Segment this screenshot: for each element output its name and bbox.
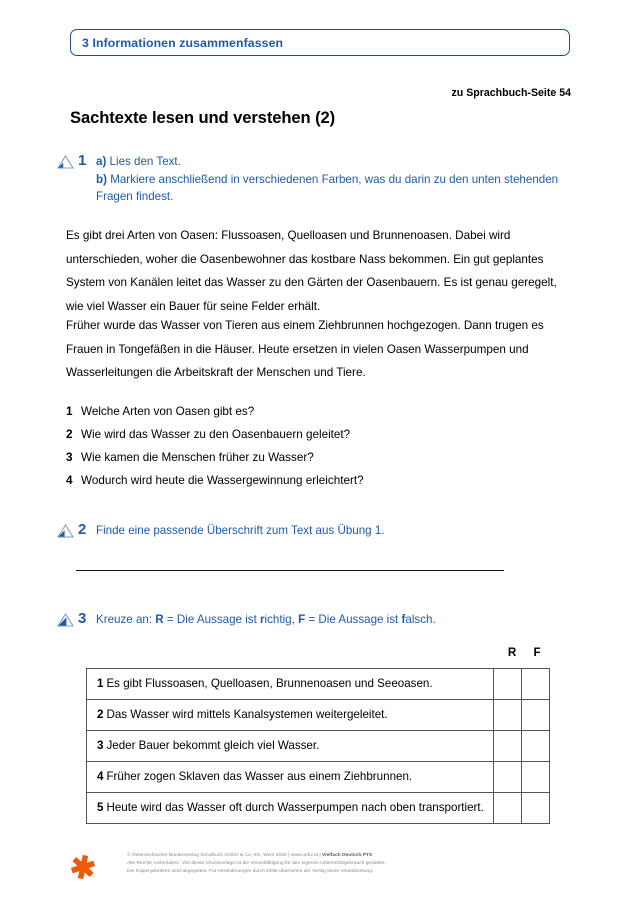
page-title: Sachtexte lesen und verstehen (2) (70, 108, 336, 127)
checkbox-cell-falsch[interactable] (522, 700, 550, 731)
question-number: 1 (66, 405, 73, 418)
chapter-header-bar (70, 29, 570, 56)
question-item (66, 469, 506, 492)
question-number: 4 (66, 474, 73, 487)
exercise-3 (57, 610, 587, 632)
checkbox-cell-richtig[interactable] (494, 762, 522, 793)
statement-text: Früher zogen Sklaven das Wasser aus einem Ziehbrunnen. (106, 770, 413, 783)
level-triangle-icon (57, 155, 74, 169)
level-triangle-icon (57, 524, 74, 538)
exercise-3-text-mid-2: ichtig, (264, 613, 299, 626)
question-text: Wie kamen die Menschen früher zu Wasser? (81, 451, 314, 464)
level-triangle-icon (57, 613, 74, 627)
footer-product-name: Vielfach Deutsch PTS (321, 853, 373, 858)
footer-line-2: Alle Rechte vorbehalten. Von dieser Druckvorlage ist die Vervielfältigung für den eigenen Unterrichtsgebrauch gestattet. (127, 861, 386, 867)
exercise-1 (57, 152, 577, 206)
table-row (87, 762, 550, 793)
exercise-3-marker-f: F (298, 613, 306, 626)
statement-number: 5 (97, 801, 104, 814)
exercise-1-part-a-label: a) (96, 155, 107, 168)
statement-cell (87, 793, 494, 824)
footer-line-1-plain: © Österreichischer Bundesverlag Schulbuch GmbH & Co. KG, Wien 2020 | www.oebv.at | (127, 853, 322, 858)
statement-cell (87, 731, 494, 762)
exercise-3-text-mid-1: = Die Aussage ist (163, 613, 261, 626)
checkbox-cell-richtig[interactable] (494, 700, 522, 731)
statement-text: Das Wasser wird mittels Kanalsystemen weitergeleitet. (106, 708, 388, 721)
statement-number: 3 (97, 739, 104, 752)
checkbox-cell-falsch[interactable] (522, 731, 550, 762)
checkbox-cell-falsch[interactable] (522, 762, 550, 793)
exercise-2-answer-line[interactable] (76, 570, 504, 571)
statement-number: 1 (97, 677, 104, 690)
question-number: 3 (66, 451, 73, 464)
orange-asterisk-logo (68, 852, 98, 882)
exercise-3-text-end: alsch. (405, 613, 436, 626)
exercise-3-marker-r: R (155, 613, 164, 626)
exercise-3-richtig-initial: r (260, 613, 265, 626)
chapter-label: 3 Informationen zusammenfassen (82, 35, 284, 50)
statement-cell (87, 762, 494, 793)
table-row (87, 731, 550, 762)
checkbox-cell-falsch[interactable] (522, 793, 550, 824)
footer-line-1 (127, 852, 547, 860)
question-number: 2 (66, 428, 73, 441)
question-item (66, 400, 506, 423)
exercise-1-part-b (96, 171, 566, 206)
exercise-1-part-a (96, 153, 566, 171)
table-row (87, 669, 550, 700)
exercise-2-icon-wrap (57, 521, 78, 543)
statement-cell (87, 700, 494, 731)
checkbox-cell-falsch[interactable] (522, 669, 550, 700)
exercise-1-number: 1 (78, 152, 87, 169)
exercise-1-icon-wrap (57, 152, 78, 174)
exercise-3-instruction (96, 610, 436, 629)
column-header-falsch: F (533, 646, 541, 659)
question-text: Wie wird das Wasser zu den Oasenbauern geleitet? (81, 428, 351, 441)
footer-copyright (127, 852, 547, 877)
exercise-1-body (96, 152, 566, 206)
statement-text: Heute wird das Wasser oft durch Wasserpumpen nach oben transportiert. (106, 801, 484, 814)
exercise-2-instruction: Finde eine passende Überschrift zum Text aus Übung 1. (96, 524, 385, 537)
exercise-3-text-mid-3: = Die Aussage ist (305, 613, 402, 626)
reading-paragraph-2: Früher wurde das Wasser von Tieren aus einem Ziehbrunnen hochgezogen. Dann trugen es Frauen in Tongefäßen in die Häuser. Heute ersetzen in vielen Oasen Wasserpumpen und Wasserleitungen die Arbeitskraft der Menschen und Tiere. (66, 319, 544, 379)
statement-number: 4 (97, 770, 104, 783)
exercise-3-icon-wrap (57, 610, 78, 632)
table-row (87, 700, 550, 731)
checkbox-cell-richtig[interactable] (494, 731, 522, 762)
footer-line-3: Die Kopiergebühren sind abgegolten. Für Veränderungen durch Dritte übernimmt der Verlag keine Verantwortung. (127, 869, 374, 875)
column-header-richtig: R (507, 646, 517, 659)
exercise-1-part-b-label: b) (96, 172, 107, 186)
statement-table (86, 668, 550, 824)
exercise-1-part-b-text: Markiere anschließend in verschiedenen Farben, was du darin zu den unten stehenden Fragen findest. (96, 172, 559, 203)
statement-number: 2 (97, 708, 104, 721)
exercise-1-part-a-text: Lies den Text. (109, 155, 181, 168)
reading-paragraph-1: Es gibt drei Arten von Oasen: Flussoasen, Quelloasen und Brunnenoasen. Dabei wird unterschieden, woher die Oasenbewohner das kostbare Nass bekommen. Ein gut geplantes System von Kanälen leitet das Wasser zu den Gärten der Oasenbauern. Es ist genau geregelt, wie viel Wasser ein Bauer für seine Felder erhält. (66, 229, 557, 313)
checkbox-cell-richtig[interactable] (494, 793, 522, 824)
question-text: Wodurch wird heute die Wassergewinnung erleichtert? (81, 474, 364, 487)
exercise-3-instruction-prefix: Kreuze an: (96, 613, 156, 626)
question-list (66, 400, 506, 492)
statement-cell (87, 669, 494, 700)
exercise-2-number: 2 (78, 521, 87, 538)
question-item (66, 423, 506, 446)
statement-text: Jeder Bauer bekommt gleich viel Wasser. (106, 739, 320, 752)
checkbox-cell-richtig[interactable] (494, 669, 522, 700)
question-text: Welche Arten von Oasen gibt es? (81, 405, 255, 418)
question-item (66, 446, 506, 469)
statement-text: Es gibt Flussoasen, Quelloasen, Brunnenoasen und Seeoasen. (106, 677, 433, 690)
exercise-2 (57, 521, 577, 543)
table-row (87, 793, 550, 824)
sprachbuch-reference: zu Sprachbuch-Seite 54 (451, 87, 571, 99)
exercise-3-falsch-initial: f (401, 613, 406, 626)
exercise-3-number: 3 (78, 610, 87, 627)
